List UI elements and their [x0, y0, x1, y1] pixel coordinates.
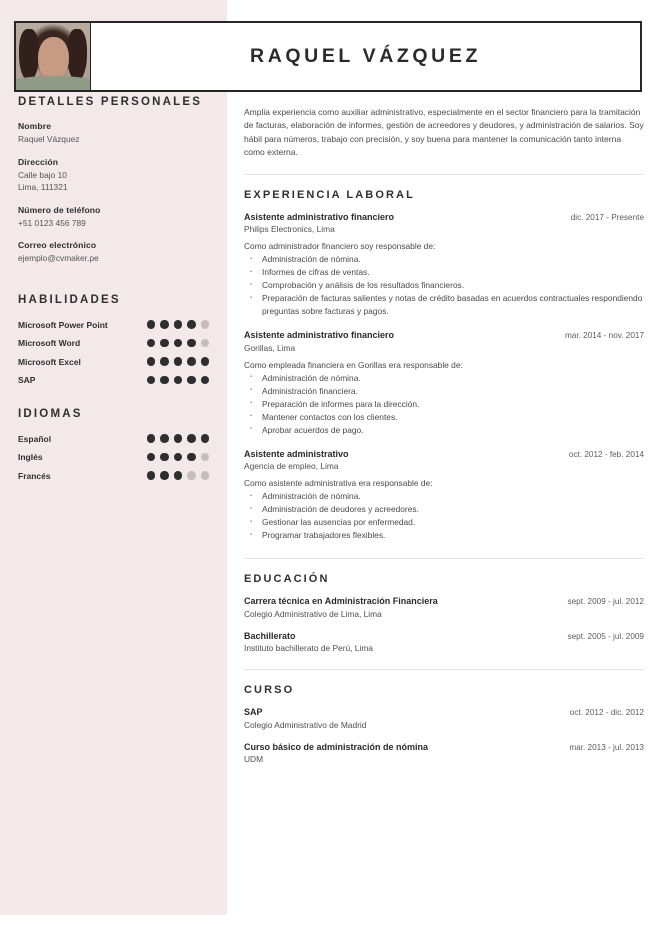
rating-dot — [187, 376, 196, 385]
entry-header — [244, 212, 644, 222]
rating-dot — [187, 339, 196, 348]
rating-dot — [174, 357, 183, 366]
entry-intro: Como administrador financiero soy responsable de: — [244, 241, 436, 252]
rating-dot — [147, 376, 156, 385]
education-entry — [244, 596, 644, 619]
detail-label: Nombre — [18, 121, 52, 131]
duty-item: ▪ Administración financiera. — [244, 385, 644, 398]
skill-label: Microsoft Excel — [18, 356, 81, 367]
entry-date: mar. 2014 - nov. 2017 — [564, 331, 644, 341]
skill-dots — [147, 357, 210, 366]
entry-organization: Philips Electronics, Lima — [244, 224, 335, 235]
profile-summary: Amplia experiencia como auxiliar administrativo, especialmente en el sector financiero para la tramitación de facturas, elaboración de informes, gestión de acreedores y deudores, y administración de salarios. Soy hábil para números, trabajo con precisión, y soy buena para mantener la comunicación tanto interna como externa. — [244, 107, 644, 158]
detail-value: Raquel Vázquez — [18, 134, 80, 144]
detail-label: Correo electrónico — [18, 240, 97, 250]
entry-date: sept. 2009 - jul. 2012 — [567, 597, 644, 607]
section-heading-skills: HABILIDADES — [18, 293, 121, 306]
skill-label: SAP — [18, 375, 36, 385]
entry-date: dic. 2017 - Presente — [570, 212, 644, 222]
rating-dot — [201, 453, 210, 462]
detail-field-telefono — [18, 205, 209, 230]
education-entry — [244, 631, 644, 654]
rating-dot — [201, 357, 210, 366]
detail-value: +51 0123 456 789 — [18, 217, 86, 228]
entry-date: sept. 2005 - jul. 2009 — [567, 631, 644, 641]
rating-dot — [201, 320, 210, 329]
skill-label: Microsoft Word — [18, 338, 81, 348]
course-entry — [244, 742, 644, 765]
detail-field-direccion — [18, 157, 209, 194]
detail-label: Dirección — [18, 156, 59, 167]
rating-dot — [160, 320, 169, 329]
entry-organization: Instituto bachillerato de Perú, Lima — [244, 643, 373, 654]
avatar-face — [38, 37, 69, 81]
entry-intro: Como empleada financiera en Gorillas era responsable de: — [244, 359, 463, 370]
skill-dots — [147, 339, 210, 348]
entry-organization: Agencia de empleo, Lima — [244, 461, 339, 472]
rating-dot — [187, 320, 196, 329]
entry-title: Asistente administrativo — [244, 448, 349, 459]
entry-date: oct. 2012 - feb. 2014 — [568, 449, 644, 459]
detail-value: ejemplo@cvmaker.pe — [18, 253, 99, 263]
sidebar-panel — [0, 0, 227, 915]
entry-organization: Colegio Administrativo de Lima, Lima — [244, 608, 382, 619]
entry-date: mar. 2013 - jul. 2013 — [569, 742, 644, 752]
avatar-hair-right — [67, 29, 87, 81]
duty-item: ▪ Preparación de facturas salientes y notas de crédito basadas en acuerdos contractuales respondiendo preguntas sobre facturas y pagos. — [244, 292, 644, 318]
duty-item: ▪ Comprobación y análisis de los resultados financieros. — [244, 279, 644, 292]
rating-dot — [147, 339, 156, 348]
duty-item: ▪ Administración de deudores y acreedores. — [244, 503, 644, 516]
entry-organization: Gorillas, Lima — [244, 342, 296, 353]
experience-entry — [244, 212, 644, 319]
rating-dot — [187, 471, 196, 480]
section-heading-education: EDUCACIÓN — [244, 573, 330, 586]
experience-list — [244, 212, 644, 543]
rating-dot — [201, 471, 210, 480]
entry-header — [244, 330, 644, 340]
rating-dot — [174, 339, 183, 348]
skill-row — [18, 320, 209, 330]
page-title: RAQUEL VÁZQUEZ — [250, 45, 481, 67]
rating-dot — [174, 434, 183, 443]
skill-row — [18, 375, 209, 385]
rating-dot — [147, 471, 156, 480]
language-row — [18, 471, 209, 481]
entry-title: SAP — [244, 707, 263, 718]
language-label: Inglés — [18, 452, 43, 462]
entry-intro: Como asistente administrativa era responsable de: — [244, 478, 433, 489]
avatar-hair-left — [19, 29, 39, 81]
avatar-shoulder — [16, 76, 91, 90]
rating-dot — [201, 434, 210, 443]
rating-dot — [160, 339, 169, 348]
rating-dot — [174, 471, 183, 480]
course-list — [244, 707, 644, 764]
section-heading-personal-details: DETALLES PERSONALES — [18, 96, 203, 108]
duty-item: ▪ Gestionar las ausencias por enfermedad. — [244, 516, 644, 529]
detail-label: Número de teléfono — [18, 204, 101, 215]
entry-title: Curso básico de administración de nómina — [244, 741, 429, 752]
rating-dot — [160, 471, 169, 480]
duty-item: ▪ Administración de nómina. — [244, 253, 644, 266]
entry-header — [244, 596, 644, 606]
rating-dot — [174, 376, 183, 385]
entry-date: oct. 2012 - dic. 2012 — [569, 708, 644, 718]
entry-organization: Colegio Administrativo de Madrid — [244, 719, 367, 730]
rating-dot — [187, 453, 196, 462]
skill-label: Microsoft Power Point — [18, 319, 108, 330]
rating-dot — [201, 339, 210, 348]
rating-dot — [147, 453, 156, 462]
language-dots — [147, 434, 210, 443]
language-row — [18, 434, 209, 444]
section-heading-languages: IDIOMAS — [18, 407, 83, 420]
course-entry — [244, 707, 644, 730]
avatar — [16, 23, 91, 90]
rating-dot — [174, 453, 183, 462]
entry-title: Bachillerato — [244, 630, 296, 641]
entry-header — [244, 449, 644, 459]
experience-entry — [244, 330, 644, 437]
rating-dot — [147, 320, 156, 329]
rating-dot — [160, 376, 169, 385]
entry-organization: UDM — [244, 754, 264, 765]
rating-dot — [147, 357, 156, 366]
section-heading-course: CURSO — [244, 684, 295, 697]
detail-field-correo — [18, 240, 209, 265]
duty-item: ▪ Preparación de informes para la dirección. — [244, 398, 644, 411]
experience-entry — [244, 449, 644, 543]
duty-item: ▪ Mantener contactos con los clientes. — [244, 411, 644, 424]
skill-row — [18, 338, 209, 348]
rating-dot — [187, 357, 196, 366]
rating-dot — [160, 453, 169, 462]
personal-details-list — [18, 121, 209, 265]
rating-dot — [174, 320, 183, 329]
duty-list — [244, 253, 644, 318]
language-row — [18, 452, 209, 462]
skills-rating-list — [18, 320, 209, 386]
duty-list — [244, 372, 644, 437]
rating-dot — [187, 434, 196, 443]
rating-dot — [201, 376, 210, 385]
language-dots — [147, 453, 210, 462]
header-name-box — [14, 21, 642, 92]
detail-value-line2: Lima, 111321 — [18, 182, 68, 192]
language-label: Español — [18, 433, 52, 444]
duty-item: ▪ Informes de cifras de ventas. — [244, 266, 644, 279]
divider — [244, 174, 644, 175]
rating-dot — [147, 434, 156, 443]
entry-header — [244, 707, 644, 717]
entry-header — [244, 742, 644, 752]
name-container — [91, 23, 640, 90]
skill-dots — [147, 376, 210, 385]
skill-dots — [147, 320, 210, 329]
entry-title: Asistente administrativo financiero — [244, 330, 395, 341]
skill-row — [18, 357, 209, 367]
detail-field-nombre — [18, 121, 209, 146]
entry-header — [244, 631, 644, 641]
languages-rating-list — [18, 434, 209, 481]
divider — [244, 669, 644, 670]
duty-item: ▪ Administración de nómina. — [244, 490, 644, 503]
entry-title: Carrera técnica en Administración Financiera — [244, 596, 438, 607]
language-label: Francés — [18, 470, 51, 481]
main-content — [244, 106, 644, 776]
duty-list — [244, 490, 644, 542]
language-dots — [147, 471, 210, 480]
divider — [244, 558, 644, 559]
duty-item: ▪ Administración de nómina. — [244, 372, 644, 385]
rating-dot — [160, 357, 169, 366]
duty-item: ▪ Programar trabajadores flexibles. — [244, 529, 644, 542]
detail-value-line1: Calle bajo 10 — [18, 169, 67, 180]
entry-title: Asistente administrativo financiero — [244, 211, 395, 222]
education-list — [244, 596, 644, 653]
duty-item: ▪ Aprobar acuerdos de pago. — [244, 424, 644, 437]
section-heading-experience: EXPERIENCIA LABORAL — [244, 188, 415, 201]
rating-dot — [160, 434, 169, 443]
